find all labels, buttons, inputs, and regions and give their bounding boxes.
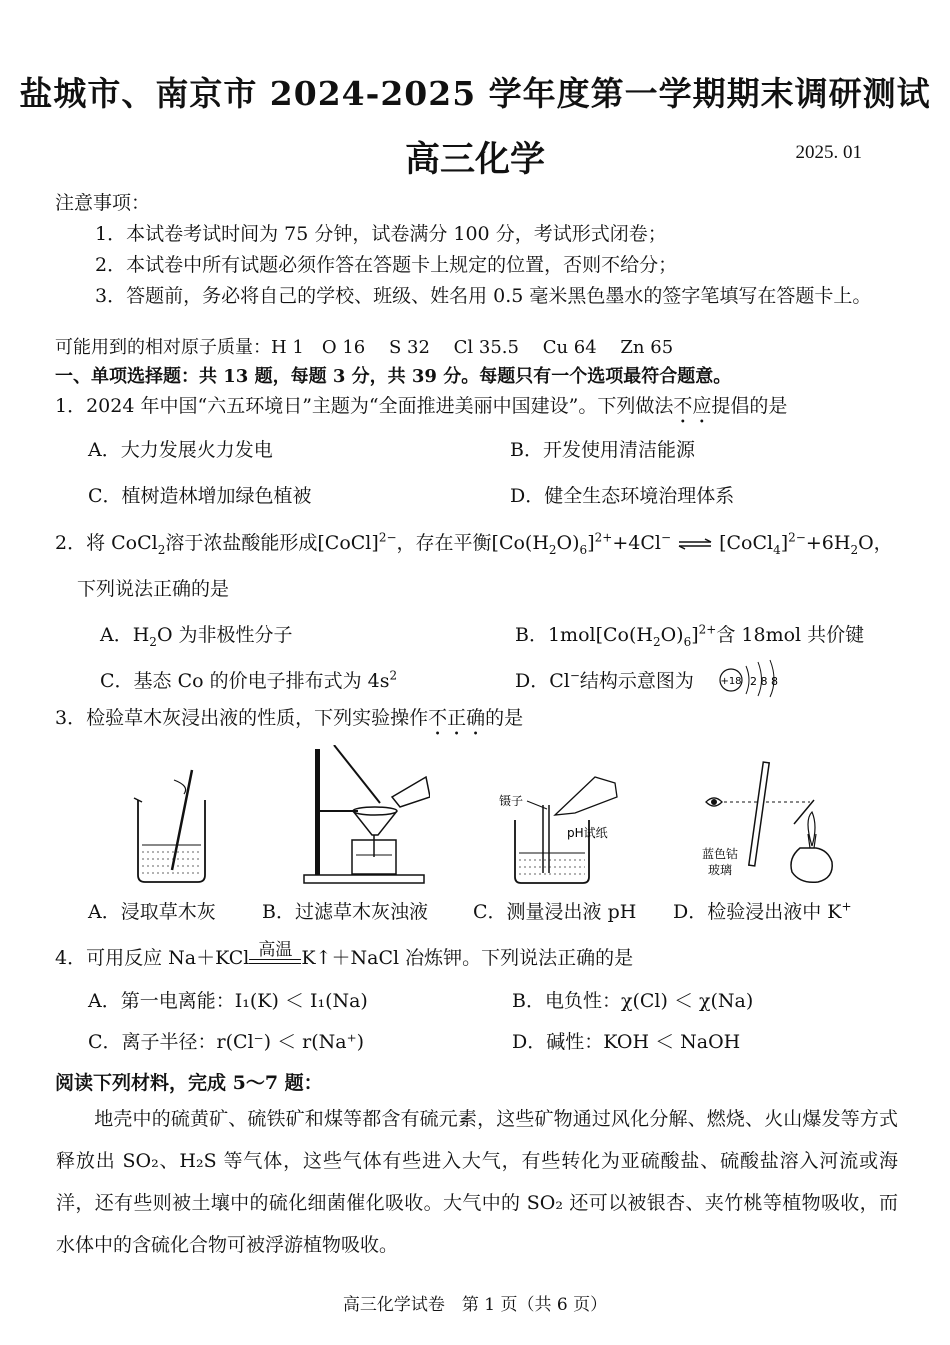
question-2-stem: 2．将 CoCl$_2$溶于浓盐酸能形成[CoCl]$^{2-}$，存在平衡$[Co(H_2O)_6]^{2+}+4Cl^-$ $[CoCl_4]^{2-}+6H_2O$，: [55, 530, 893, 557]
q1-option-c: C．植树造林增加绿色植被: [88, 485, 312, 507]
q3-option-b: B．过滤草木灰浊液: [262, 901, 428, 923]
exam-subject: 高三化学: [404, 139, 545, 180]
q1-stem-part1: 1．2024 年中国“六五环境日”主题为“全面推进美丽中国建设”。下列做法: [55, 395, 674, 417]
q4-option-b: B．电负性：χ(Cl) ＜ χ(Na): [512, 990, 754, 1012]
q2-option-b: B．$1mol[Co(H_2O)_6]^{2+}$含 18mol 共价键: [515, 622, 865, 649]
exam-title: 盐城市、南京市 2024-2025 学年度第一学期期末调研测试: [19, 74, 931, 113]
q4-stem-part1: 4．可用反应 Na＋KCl: [55, 947, 250, 969]
q2-option-c: C．基态 Co 的价电子排布式为 $4s^2$: [100, 668, 398, 692]
q3-stem-part2: 的是: [485, 707, 524, 729]
notice-item-1: 1．本试卷考试时间为 75 分钟，试卷满分 100 分，考试形式闭卷；: [95, 223, 667, 245]
q2-b-text-1: B．1mol[Co(H: [515, 624, 653, 646]
ph-paper-label: pH试纸: [567, 826, 608, 840]
q3-stem-part1: 3．检验草木灰浸出液的性质，下列实验操作: [55, 707, 429, 729]
cobalt-glass-label-2: 玻璃: [708, 863, 733, 877]
reading-passage: 地壳中的硫黄矿、硫铁矿和煤等都含有硫元素，这些矿物通过风化分解、燃烧、火山爆发等方式释放出 SO₂、H₂S 等气体，这些气体有些进入大气，有些转化为亚硫酸盐、硫酸盐溶入河流或海洋，还有些则被土壤中的硫化细菌催化吸收。大气中的 SO₂ 还可以被银杏、夹竹桃等植物吸收，而水体中的含硫化合物可被浮游植物吸收。: [56, 1108, 898, 1256]
question-3-stem: [55, 703, 523, 740]
q4-option-a: A．第一电离能：I₁(K) ＜ I₁(Na): [88, 990, 368, 1012]
q3-option-c: C．测量浸出液 pH: [473, 901, 637, 923]
filtration-figure: [300, 745, 430, 890]
reading-instruction: 阅读下列材料，完成 5～7 题：: [55, 1072, 323, 1094]
q2-a-text-1: A．H: [100, 624, 150, 646]
cobalt-glass-label-1: 蓝色钴: [702, 847, 739, 861]
tweezers-label: 镊子: [499, 794, 524, 808]
q3-option-d: D．检验浸出液中 K+: [673, 899, 852, 923]
ph-measurement-figure: [495, 765, 645, 890]
q3-stem-emphasis: 不正确: [428, 707, 486, 729]
notice-item-3: 3．答题前，务必将自己的学校、班级、姓名用 0.5 毫米黑色墨水的签字笔填写在答题卡上。: [95, 285, 872, 307]
question-1-stem: [55, 391, 787, 428]
notice-heading: 注意事项：: [55, 192, 151, 214]
q2-a-text-2: O 为非极性分子: [156, 624, 293, 646]
q4-option-d: D．碱性：KOH ＜ NaOH: [512, 1031, 741, 1053]
q1-option-a: A．大力发展火力发电: [88, 439, 273, 461]
q2-option-d: D．Cl−结构示意图为: [515, 668, 694, 692]
q2-stem-text-1: 2．将 CoCl: [55, 532, 158, 554]
q3-option-a: A．浸取草木灰: [88, 901, 216, 923]
beaker-stirring-figure: [120, 760, 220, 890]
q4-stem-part2: K↑＋NaCl 冶炼钾。下列说法正确的是: [301, 947, 634, 969]
flame-test-figure: [700, 760, 840, 890]
nucleus-charge-label: +18: [720, 676, 742, 687]
atomic-masses: 可能用到的相对原子质量：H 1 O 16 S 32 Cl 35.5 Cu 64 Zn 65: [55, 337, 674, 358]
q1-option-d: D．健全生态环境治理体系: [510, 485, 735, 507]
q2-stem-text-7: O，: [858, 532, 893, 554]
q2-stem-text-5: [CoCl: [719, 532, 774, 554]
notice-item-2: 2．本试卷中所有试题必须作答在答题卡上规定的位置，否则不给分；: [95, 254, 678, 276]
q1-option-b: B．开发使用清洁能源: [510, 439, 695, 461]
q1-stem-part2: 提倡的是: [711, 395, 788, 417]
q2-d-text-1: D．Cl: [515, 670, 570, 692]
reaction-condition-label: 高温: [258, 940, 293, 960]
question-4-stem: [55, 940, 634, 970]
electron-shell-label: 2 8 8: [750, 675, 778, 688]
q2-stem-text-2: 溶于浓盐酸能形成[CoCl: [165, 532, 372, 554]
exam-date: 2025. 01: [795, 142, 862, 163]
q2-stem-text-4: +4Cl: [612, 532, 661, 554]
reaction-condition: [249, 940, 301, 964]
section-heading: 一、单项选择题：共 13 题，每题 3 分，共 39 分。每题只有一个选项最符合题意。: [55, 366, 732, 387]
q2-b-text-2: 含 18mol 共价键: [716, 624, 865, 646]
q2-d-text-2: 结构示意图为: [579, 670, 694, 692]
q2-stem-text-6: +6H: [805, 532, 851, 554]
q2-stem-text-3: 存在平衡[Co(H: [415, 532, 549, 554]
q2-option-a: A．$H_2O$ 为非极性分子: [100, 624, 293, 649]
q1-stem-emphasis: 不应: [673, 395, 712, 417]
q2-c-text: C．基态 Co 的价电子排布式为 4s: [100, 670, 390, 692]
q2-stem-line2: 下列说法正确的是: [77, 578, 230, 600]
q4-option-c: C．离子半径：r(Cl⁻) ＜ r(Na⁺): [88, 1031, 365, 1053]
equilibrium-arrow-icon: [677, 533, 713, 555]
chloride-ion-structure-diagram: [716, 656, 788, 698]
q3-d-text: D．检验浸出液中 K: [673, 901, 842, 923]
page-footer: 高三化学试卷 第 1 页（共 6 页）: [342, 1295, 608, 1315]
